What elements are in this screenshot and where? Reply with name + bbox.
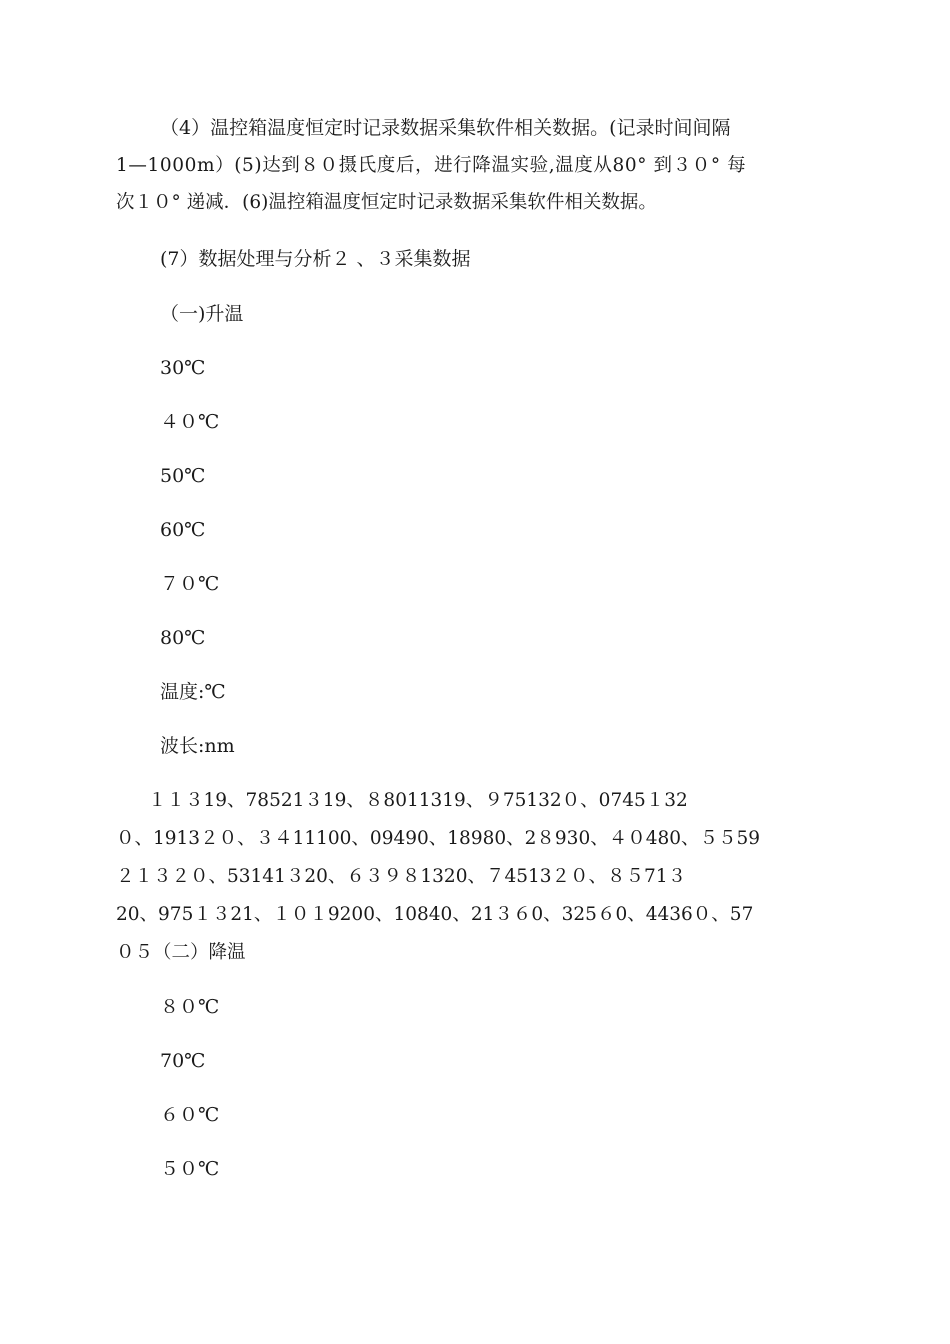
paragraph-2: (7）数据处理与分析２ 、３采集数据: [160, 248, 471, 270]
heating-temp-50: 50℃: [160, 465, 206, 487]
cooling-temp-70: 70℃: [160, 1050, 206, 1072]
data-line-2: ０、1913２０、３４11100、09490、18980、2８930、４０480、５５59: [116, 828, 761, 849]
paragraph-1-line-1: （4）温控箱温度恒定时记录数据采集软件相关数据。(记录时间间隔: [160, 117, 731, 139]
cooling-temp-80: ８０℃: [160, 996, 220, 1018]
wavelength-unit-label: 波长:nm: [160, 735, 235, 757]
data-line-5-cooling-heading: ０５（二）降温: [116, 942, 246, 963]
temperature-unit-label: 温度:℃: [160, 681, 226, 703]
cooling-temp-60: ６０℃: [160, 1104, 220, 1126]
data-line-1: １１３19、78521３19、８8011319、９75132０、0745１32: [148, 790, 688, 811]
heating-temp-60: 60℃: [160, 519, 206, 541]
cooling-temp-50: ５０℃: [160, 1158, 220, 1180]
heating-heading: （一)升温: [160, 303, 244, 325]
heating-temp-70: ７０℃: [160, 573, 220, 595]
heating-temp-30: 30℃: [160, 357, 206, 379]
paragraph-1-line-2: 1—1000m）(5)达到８０摄氏度后，进行降温实验,温度从80° 到３０° 每: [116, 155, 747, 176]
data-line-4: 20、975１３21、１０１9200、10840、21３６0、325６0、4436０、57: [116, 904, 754, 925]
data-line-3: ２１３２０、53141３20、６３９８1320、７4513２０、８５71３: [116, 866, 687, 887]
paragraph-1-line-3: 次１０° 递减．(6)温控箱温度恒定时记录数据采集软件相关数据。: [116, 192, 657, 213]
heating-temp-40: ４０℃: [160, 411, 220, 433]
heating-temp-80: 80℃: [160, 627, 206, 649]
